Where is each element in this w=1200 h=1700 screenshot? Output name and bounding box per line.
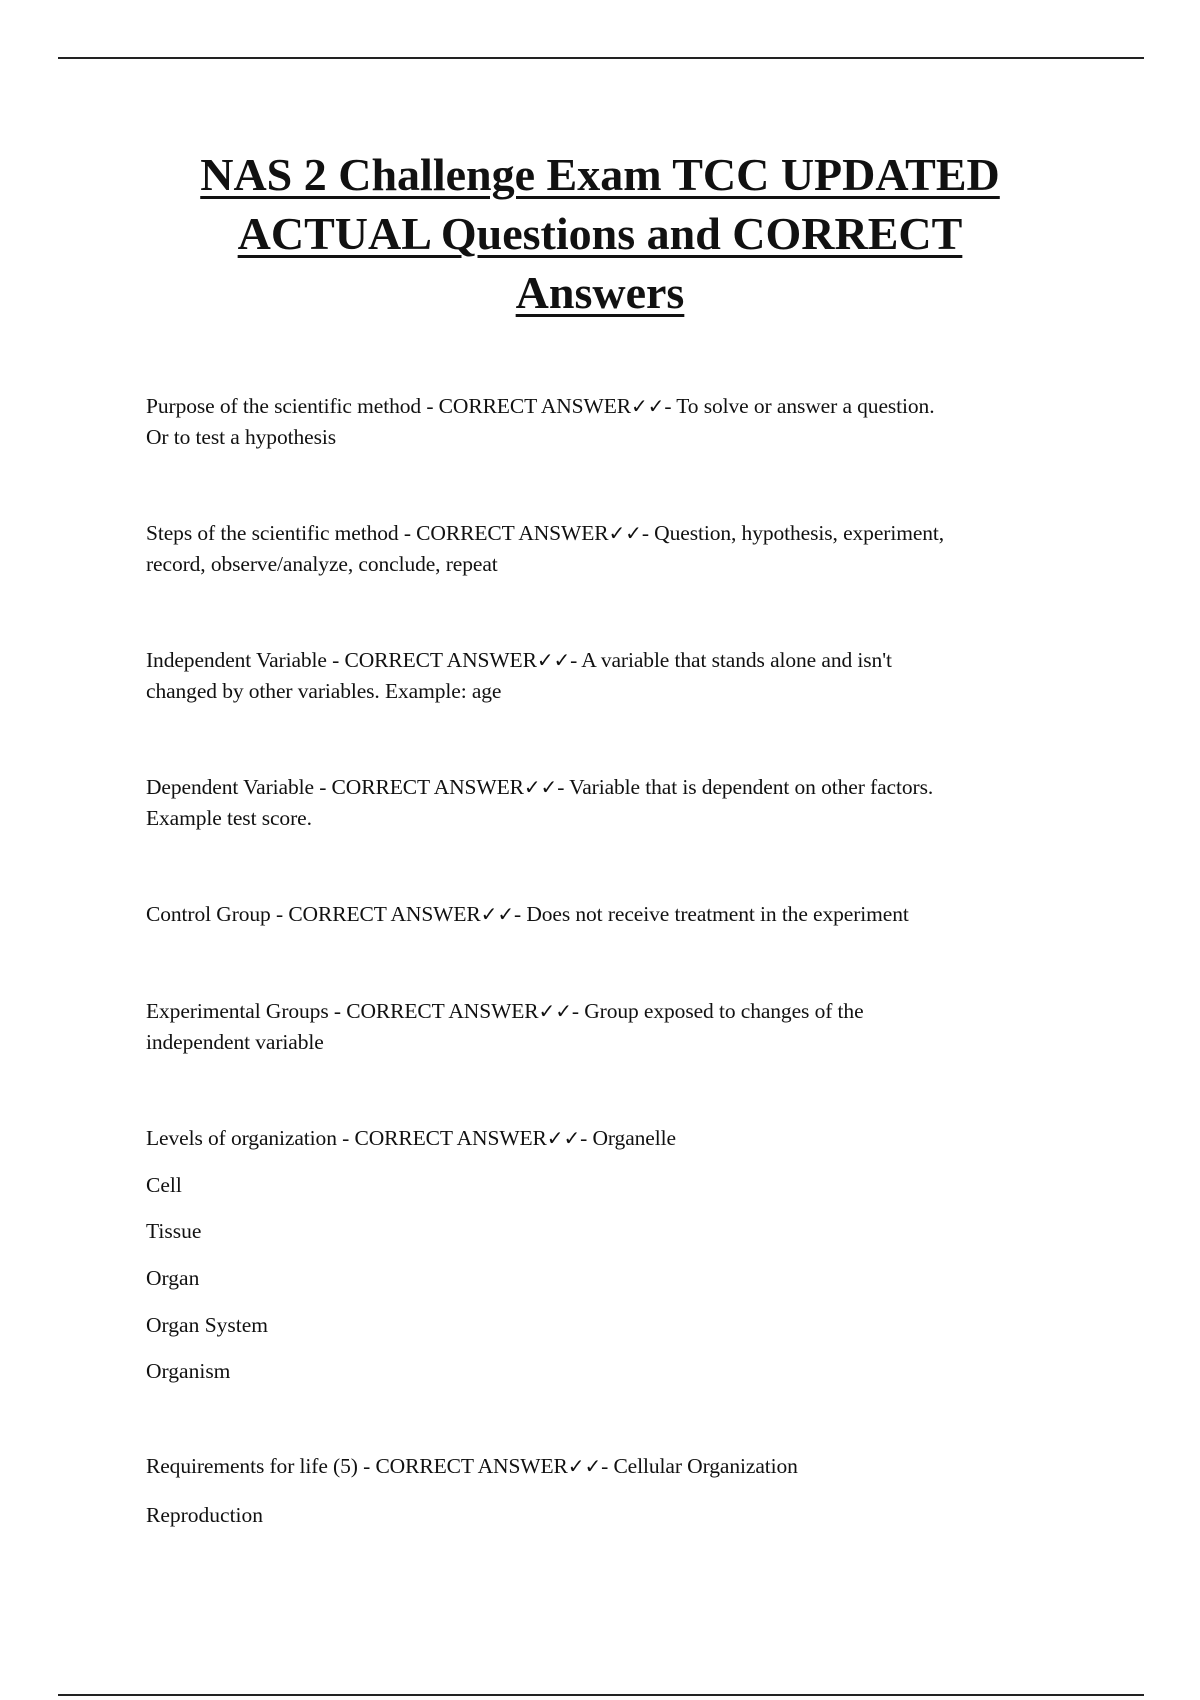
qa-item-levels-of-organization <box>146 1123 1066 1154</box>
check-marks-icon: ✓✓ <box>567 1454 602 1478</box>
title-line: ACTUAL Questions and CORRECT <box>237 208 963 259</box>
qa-term: Independent Variable <box>146 648 333 672</box>
answer-marker: - CORRECT ANSWER <box>426 394 631 418</box>
answer-marker: - CORRECT ANSWER <box>332 648 537 672</box>
title-line: NAS 2 Challenge Exam TCC UPDATED <box>200 149 1000 200</box>
qa-answer-continued: Example test score. <box>146 806 312 830</box>
list-item: Organ System <box>146 1313 269 1337</box>
qa-term: Steps of the scientific method <box>146 521 404 545</box>
qa-term: Purpose of the scientific method <box>146 394 427 418</box>
qa-answer: - Organelle <box>580 1126 676 1150</box>
answer-marker: - CORRECT ANSWER <box>363 1454 568 1478</box>
list-item: Tissue <box>146 1219 202 1243</box>
qa-answer-continued: independent variable <box>146 1030 324 1054</box>
qa-term: Experimental Groups <box>146 999 334 1023</box>
qa-answer-continued: Or to test a hypothesis <box>146 425 336 449</box>
list-item: Organism <box>146 1359 231 1383</box>
qa-answer: - A variable that stands alone and isn't <box>570 648 892 672</box>
qa-term: Control Group <box>146 902 276 926</box>
answer-marker: - CORRECT ANSWER <box>333 999 539 1023</box>
qa-answer-continued: changed by other variables. Example: age <box>146 679 502 703</box>
qa-answer-continued: record, observe/analyze, conclude, repeat <box>146 552 498 576</box>
top-rule <box>58 57 1144 59</box>
qa-answer: - Variable that is dependent on other factors. <box>557 775 934 799</box>
list-item: Cell <box>146 1173 182 1197</box>
answer-marker: - CORRECT ANSWER <box>403 521 609 545</box>
check-marks-icon: ✓✓ <box>546 1126 581 1150</box>
qa-answer: - Cellular Organization <box>601 1454 798 1478</box>
list-item: Organ <box>146 1266 200 1290</box>
qa-item-independent-variable <box>146 645 1066 707</box>
title-line: Answers <box>515 267 685 318</box>
answer-marker: - CORRECT ANSWER <box>342 1126 547 1150</box>
check-marks-icon: ✓✓ <box>608 521 642 545</box>
check-marks-icon: ✓✓ <box>536 648 571 672</box>
check-marks-icon: ✓✓ <box>538 999 572 1023</box>
qa-item-experimental-groups <box>146 996 1066 1058</box>
qa-answer: - Question, hypothesis, experiment, <box>641 521 945 545</box>
bottom-rule <box>58 1694 1144 1696</box>
check-marks-icon: ✓✓ <box>480 902 514 926</box>
qa-answer: - To solve or answer a question. <box>664 394 935 418</box>
answer-marker: - CORRECT ANSWER <box>275 902 481 926</box>
qa-item-dependent-variable <box>146 772 1066 834</box>
document-title <box>100 145 1100 322</box>
qa-answer: - Does not receive treatment in the experiment <box>513 902 909 926</box>
qa-term: Requirements for life (5) <box>146 1454 364 1478</box>
answer-marker: - CORRECT ANSWER <box>319 775 524 799</box>
qa-item-purpose-scientific-method <box>146 391 1066 453</box>
qa-term: Dependent Variable <box>146 775 320 799</box>
qa-item-requirements-for-life <box>146 1451 1066 1482</box>
qa-answer: - Group exposed to changes of the <box>571 999 864 1023</box>
check-marks-icon: ✓✓ <box>631 394 665 418</box>
qa-term: Levels of organization <box>146 1126 343 1150</box>
qa-item-control-group <box>146 899 1066 930</box>
check-marks-icon: ✓✓ <box>523 775 558 799</box>
qa-item-steps-scientific-method <box>146 518 1066 580</box>
list-item: Reproduction <box>146 1503 264 1527</box>
